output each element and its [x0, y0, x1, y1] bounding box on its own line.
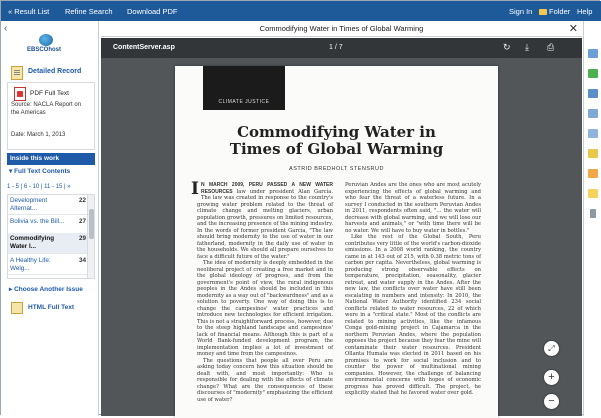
- toc-item-title: Bolivia vs. the Bill...: [10, 218, 65, 225]
- article-paragraph: [191, 179, 333, 260]
- print-tool-icon[interactable]: [588, 89, 598, 98]
- full-text-contents-label: Full Text Contents: [14, 168, 71, 175]
- viewer-title-bar: [101, 21, 582, 37]
- detailed-record-icon[interactable]: [11, 66, 23, 80]
- date-text: Date: March 1, 2013: [11, 132, 66, 138]
- help-link[interactable]: Help: [577, 7, 593, 16]
- export-icon[interactable]: [588, 169, 598, 178]
- left-sidebar: [1, 21, 99, 416]
- toc-item[interactable]: [8, 255, 88, 275]
- viewer-toolbar: [101, 38, 582, 58]
- logo-text: EBSCOhost: [27, 47, 62, 53]
- toc-item-page: 22: [78, 197, 86, 204]
- toc-item-page: 27: [78, 218, 86, 225]
- result-list-link[interactable]: « Result List: [8, 7, 50, 16]
- article-paragraph: Like the rest of the Global South, Peru contributes very little of the world's carbon-dioxide emissions. In a 2008 world ranking, the country came in at 143 out of 215, with 0.38 metric tons of carbon per capita. Nevertheless, global warming is producing strong observable effects on temperature, precipitation, seasonality, glacier retreat, and water supply in the Andes. After the new law, the conflicts over water have still been escalating in numbers and intensity: In 2010, the National Water Authority identified 234 social conflicts related to water resources, 22 of which were in a "critical state." Most of the conflicts are related to mining activities, like the infamous Conga gold-mining project in Cajamarca in the northern Peruvian Andes, where the population opposes the project because they fear the mine will contaminate their water resources. President Ollanta Humala was elected in 2011 based on his promises to work for social inclusion and to counter the power of multinational mining companies. However, the challenge of balancing environmental concerns with hopes of economic progress has proved difficult. The project, he explicitly stated that he favored water over gold.: [345, 234, 481, 396]
- pdf-full-text-label[interactable]: PDF Full Text: [30, 90, 69, 97]
- drop-cap: I: [191, 179, 199, 199]
- refine-search-link[interactable]: Refine Search: [65, 7, 113, 16]
- fit-page-icon[interactable]: ⤢: [544, 341, 559, 356]
- article-paragraph: The questions that people all over Peru are asking today concern how this situation should be dealt with, and most importantly: Who is responsible for dealing with the effects of climate change? What are the consequences of these discourses of "modernity" emphasizing the efficient use of water?: [197, 357, 333, 403]
- close-icon[interactable]: ✕: [568, 23, 578, 35]
- article-paragraph: Peruvian Andes are the ones who are most acutely experiencing the effects of global warming and who fear the threat of a waterless future. In a survey I conducted in the southern Peruvian Andes in 2011, respondents often said, "... the water will decrease with global warming, and we will lose our harvests and animals," or "with time there will be no water. We will have to buy water in bottles.": [345, 182, 481, 234]
- section-tag: CLIMATE JUSTICE: [218, 99, 270, 105]
- page-indicator: 1 / 7: [329, 44, 343, 51]
- pdf-page: [175, 66, 498, 418]
- article-author: ASTRID BREDHOLT STENSRUD: [289, 166, 384, 172]
- toc-item-page: 34: [78, 257, 86, 264]
- folder-link[interactable]: [539, 7, 570, 16]
- article-title-line2: Times of Global Warming: [229, 140, 444, 158]
- article-lead: N MARCH 2009, PERU PASSED A NEW WATER RESOURCES: [200, 182, 333, 195]
- viewer-file-name: ContentServer.asp: [113, 44, 175, 51]
- toc-item[interactable]: [8, 195, 88, 215]
- google-drive-icon[interactable]: [588, 49, 598, 58]
- logo-globe-icon: [39, 34, 53, 46]
- article-title: [175, 124, 498, 158]
- article-title-line1: Commodifying Water in: [237, 123, 436, 141]
- choose-another-issue-link[interactable]: ▸ Choose Another Issue: [9, 286, 83, 293]
- pdf-viewer: [101, 38, 582, 416]
- sign-in-link[interactable]: Sign In: [509, 7, 533, 16]
- toc-item-page: 29: [78, 235, 86, 242]
- permalink-icon[interactable]: [590, 209, 596, 218]
- download-icon[interactable]: ⤓: [525, 42, 529, 52]
- toc-item-title: Development Alternat...: [10, 197, 48, 212]
- print-icon[interactable]: ⎙: [547, 42, 555, 52]
- toc-list: [7, 194, 95, 279]
- inside-this-work-header: Inside this work: [7, 153, 95, 165]
- source-text: Source: NACLA Report on the Americas: [11, 102, 82, 116]
- section-band: [203, 66, 285, 110]
- article-text: law under president Alan García. The law was created in response to the country's growing water problem related to the threat of climate change and melting glaciers, urban population growth, pressures on limited resources, and the increasing presence of the mining industry. In the words of former president García, "The law should bring modernity to the use of water in our fatherland, modernity in the daily use of water in the households. We should all prepare ourselves to face a difficult future of the water.": [197, 188, 333, 260]
- folder-label: Folder: [549, 7, 571, 16]
- email-icon[interactable]: [588, 109, 598, 118]
- document-title: Commodifying Water in Times of Global Warming: [259, 24, 424, 33]
- toc-item-active[interactable]: [8, 233, 88, 254]
- html-full-text-link[interactable]: HTML Full Text: [28, 304, 74, 311]
- page-range-nav[interactable]: 1 - 5 | 6 - 10 | 11 - 15 | »: [7, 184, 71, 190]
- download-pdf-link[interactable]: Download PDF: [127, 7, 178, 16]
- article-paragraph: The idea of modernity is deeply embedded in the neoliberal project of creating a free market and in the global ideology of progress, and from the government's point of view, the rural indigenous peoples in the Andes should be included in this modernity as a way out of "backwardness" and as a solution to poverty. One way of doing this is to change the campesinos' water practices and introduce new technologies for efficient irrigation. This is not a straightforward process, however, due to the steep highland landscape and campesinos' lack of financial means. Although this is part of a World Bank-funded development program, the implementation implies a lot of investment of money and time from the campesinos.: [197, 260, 333, 357]
- top-nav-bar: [1, 1, 601, 21]
- choose-another-issue-label: Choose Another Issue: [14, 286, 83, 293]
- right-tool-sidebar: [583, 21, 601, 416]
- toc-item-title: Commodifying Water I...: [10, 235, 55, 250]
- toc-scrollbar[interactable]: [87, 195, 94, 278]
- rotate-icon[interactable]: ↻: [503, 42, 511, 52]
- article-column-right: [345, 182, 481, 418]
- detailed-record-link[interactable]: Detailed Record: [28, 68, 82, 75]
- full-text-contents-toggle[interactable]: ▾ Full Text Contents: [9, 168, 71, 175]
- zoom-in-icon[interactable]: +: [544, 370, 559, 385]
- ebsco-logo: [27, 34, 73, 58]
- save-icon[interactable]: [588, 129, 598, 138]
- folder-icon: [539, 9, 547, 15]
- toc-scroll-thumb[interactable]: [89, 209, 94, 239]
- html-full-text-icon[interactable]: [11, 302, 23, 314]
- cite-icon[interactable]: [588, 149, 598, 158]
- article-column-left: [191, 179, 333, 418]
- pdf-icon: [14, 87, 26, 101]
- create-note-icon[interactable]: [588, 189, 598, 198]
- add-to-folder-icon[interactable]: [588, 69, 598, 78]
- chevron-left-icon[interactable]: ‹: [4, 23, 8, 34]
- zoom-out-icon[interactable]: −: [544, 394, 559, 409]
- toc-item-title: A Healthy Life: Welg...: [10, 257, 51, 272]
